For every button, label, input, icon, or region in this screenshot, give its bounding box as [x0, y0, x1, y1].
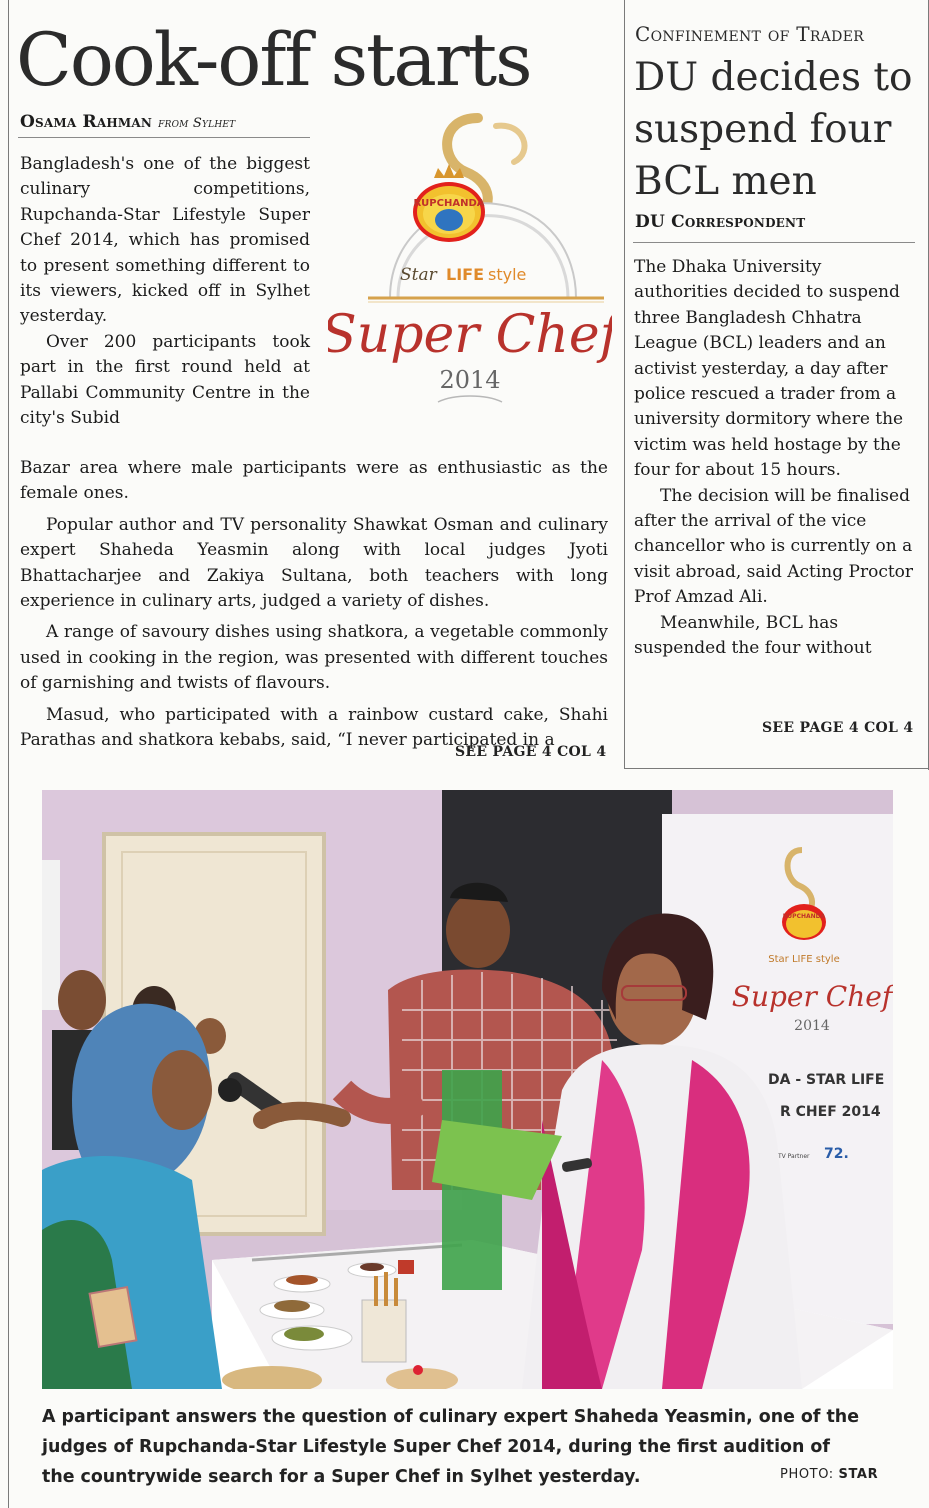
column-divider-rule — [624, 0, 625, 768]
logo-style-text: style — [488, 265, 527, 284]
story-paragraph: Bangladesh's one of the biggest culinary competitions, Rupchanda-Star Lifestyle Super Chef 2014, which has promised to present something different to its viewers, kicked off in Sylhet yesterday. — [20, 154, 310, 327]
byline-location: from Sylhet — [158, 116, 236, 131]
banner-brand-text: RUPCHANDA — [782, 913, 826, 920]
right-story-paragraph: Meanwhile, BCL has suspended the four without — [634, 612, 872, 659]
story-paragraph: Masud, who participated with a rainbow custard cake, Shahi Parathas and shatkora kebabs, said, “I never participated in a — [20, 704, 608, 751]
right-story-paragraph: The Dhaka University authorities decided to suspend three Bangladesh Chhatra League (BCL) leaders and an activist yesterday, a day after police rescued a trader from a university dormitory where the victim was held hostage by the four for about 15 hours. — [634, 257, 904, 481]
banner-line1-text: DA - STAR LIFE — [768, 1072, 885, 1088]
left-byline — [20, 112, 235, 132]
right-story-column — [634, 255, 914, 662]
banner-starlife-text: Star LIFE style — [768, 954, 840, 965]
left-continuation: SEE PAGE 4 COL 4 — [455, 744, 607, 760]
banner-title-text: Super Chef — [731, 980, 893, 1013]
logo-year-text: 2014 — [439, 366, 501, 394]
story-paragraph: A range of savoury dishes using shatkora, a vegetable commonly used in cooking in the region, was presented with different touches of garnishing and twists of flavours. — [20, 622, 608, 694]
super-chef-logo — [328, 112, 612, 412]
logo-star-text: Star — [400, 265, 437, 285]
section-bottom-rule — [624, 768, 929, 769]
photo-caption: A participant answers the question of culinary expert Shaheda Yeasmin, one of the judges of Rupchanda-Star Lifestyle Super Chef 2014, during the first audition of the countrywide search for a Super Chef in Sylhet yesterday. — [42, 1407, 859, 1487]
super-chef-logo-graphic — [328, 112, 612, 412]
story-paragraph: Over 200 participants took part in the first round held at Pallabi Community Centre in the city's Subid — [20, 331, 310, 429]
story-paragraph: Popular author and TV personality Shawkat Osman and culinary expert Shaheda Yeasmin along with local judges Jyoti Bhattacharjee and Zakiya Sultana, both teachers with long experience in culinary arts, judged a variety of dishes. — [20, 514, 608, 612]
photo-credit-name: STAR — [838, 1467, 879, 1482]
banner-partner-text: TV Partner — [778, 1153, 810, 1160]
story-paragraph: Bazar area where male participants were as enthusiastic as the female ones. — [20, 458, 608, 504]
byline-rule — [18, 137, 310, 138]
logo-brand-text: RUPCHANDA — [413, 198, 485, 209]
left-border-rule — [8, 0, 9, 1508]
banner-line2-text: R CHEF 2014 — [780, 1104, 881, 1120]
event-photo-illustration — [42, 790, 893, 1389]
right-headline: DU decides to suspend four BCL men — [634, 55, 913, 204]
left-story-wide-column — [20, 456, 608, 753]
left-headline: Cook-off starts — [16, 18, 531, 103]
right-kicker: Confinement of Trader — [635, 22, 865, 46]
right-byline-rule — [633, 242, 915, 243]
logo-title-text: Super Chef — [328, 305, 612, 365]
banner-tv-text: 72. — [824, 1146, 849, 1162]
logo-life-text: LIFE — [446, 265, 485, 284]
left-story-narrow-column — [20, 152, 310, 431]
banner-year-text: 2014 — [794, 1018, 830, 1034]
right-byline: DU Correspondent — [635, 212, 806, 232]
byline-name: Osama Rahman — [20, 112, 153, 132]
photo-credit — [780, 1467, 878, 1482]
right-story-paragraph: The decision will be finalised after the arrival of the vice chancellor who is currently on a visit abroad, said Acting Proctor Prof Amzad Ali. — [634, 485, 914, 608]
event-photo — [42, 790, 893, 1389]
right-continuation: SEE PAGE 4 COL 4 — [762, 720, 914, 736]
photo-credit-label: PHOTO: — [780, 1467, 834, 1482]
